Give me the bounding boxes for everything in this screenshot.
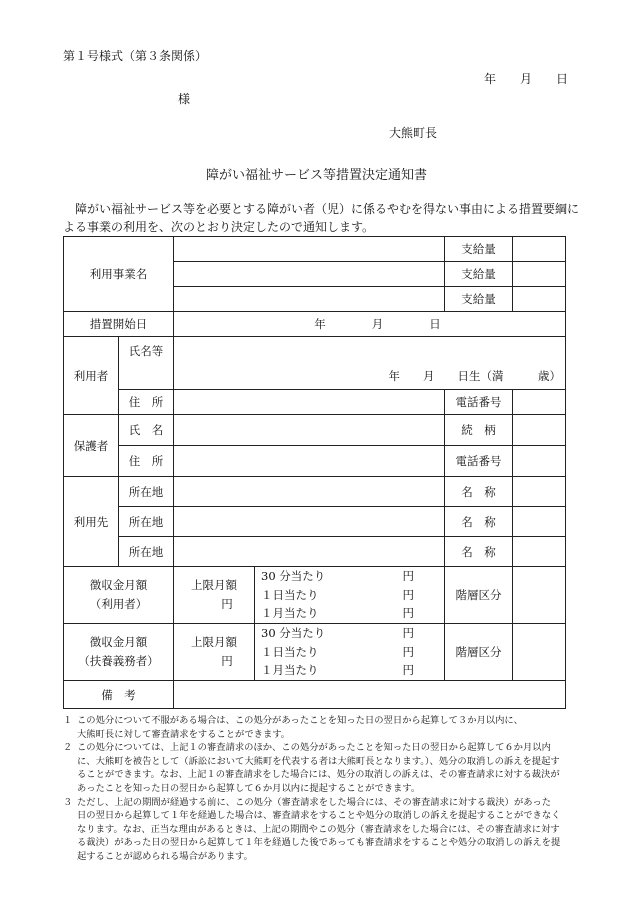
note-3-line-4: る裁決）があった日の翌日から起算して１年を経過した後であっても審査請求をすることや処分の取消しの訴えを提 bbox=[77, 837, 561, 849]
note-2-number: ２ bbox=[63, 742, 73, 754]
note-1 bbox=[61, 714, 567, 741]
fee-supporter-rates[interactable] bbox=[255, 624, 445, 681]
guardian-name-label: 氏 名 bbox=[119, 415, 174, 446]
supply-label-3: 支給量 bbox=[445, 287, 513, 312]
provider-location-label-1: 所在地 bbox=[119, 477, 174, 507]
supply-3-field[interactable] bbox=[513, 287, 566, 312]
note-2-line-4: あったことを知った日の翌日から起算して６か月以内に提起することができます。 bbox=[77, 782, 421, 794]
note-2-line-2: に、大熊町を被告として（訴訟において大熊町を代表する者は大熊町長となります。）、処分の取消しの訴えを提起す bbox=[77, 755, 560, 767]
fee-supporter-limit-label: 上限月額 bbox=[191, 635, 237, 649]
note-1-line-1: この処分について不服がある場合は、この処分があったことを知った日の翌日から起算して３か月以内に、 bbox=[77, 715, 523, 726]
note-2 bbox=[61, 741, 567, 795]
guardian-phone-label: 電話番号 bbox=[445, 446, 513, 477]
fee-user-yen-2: 円 bbox=[402, 587, 414, 602]
intro-line-1: 障がい福祉サービス等を必要とする障がい者（児）に係るやむを得ない事由による措置要綱に bbox=[75, 202, 580, 216]
guardian-address-label: 住 所 bbox=[119, 446, 174, 477]
note-2-line-1: この処分については、上記１の審査請求のほか、この処分があったことを知った日の翌日から起算して６か月以内 bbox=[77, 742, 551, 754]
fee-supporter-per-day: １日当たり bbox=[261, 644, 319, 659]
intro-line-2: よる事業の利用を、次のとおり決定したので通知します。 bbox=[63, 220, 375, 234]
user-name-label: 氏名等 bbox=[119, 337, 174, 390]
fee-supporter-yen-2: 円 bbox=[402, 644, 414, 659]
service-name-label: 利用事業名 bbox=[64, 237, 174, 312]
provider-name-1-field[interactable] bbox=[513, 477, 566, 507]
supply-label-2: 支給量 bbox=[445, 262, 513, 287]
provider-name-3-field[interactable] bbox=[513, 537, 566, 567]
guardian-name-field[interactable] bbox=[174, 415, 445, 446]
fee-user-limit-label: 上限月額 bbox=[191, 578, 237, 592]
fee-user-label-line-1: 徴収金月額 bbox=[89, 578, 148, 592]
remarks-label: 備 考 bbox=[64, 681, 174, 709]
note-3-line-3: なります。なお、正当な理由があるときは、上記の期間やこの処分（審査請求をした場合には、その審査請求に対す bbox=[77, 823, 560, 835]
fee-user-per-month: １月当たり bbox=[261, 606, 319, 621]
fee-user-limit[interactable] bbox=[174, 567, 255, 624]
form-number: 第１号様式（第３条関係） bbox=[63, 49, 208, 63]
guardian-phone-field[interactable] bbox=[513, 446, 566, 477]
provider-location-2-field[interactable] bbox=[174, 507, 445, 537]
fee-supporter-tier-field[interactable] bbox=[513, 624, 566, 681]
note-1-line-2: 大熊町長に対して審査請求をすることができます。 bbox=[77, 728, 291, 740]
notes bbox=[61, 714, 567, 864]
fee-user-limit-yen: 円 bbox=[221, 597, 233, 611]
remarks-field[interactable] bbox=[174, 681, 566, 709]
provider-location-3-field[interactable] bbox=[174, 537, 445, 567]
note-2-line-3: ることができます。なお、上記１の審査請求をした場合には、処分の取消しの訴えは、その審査請求に対する裁決が bbox=[77, 769, 560, 781]
fee-user-rates[interactable] bbox=[255, 567, 445, 624]
user-label: 利用者 bbox=[64, 337, 119, 415]
fee-user-label-line-2: （利用者） bbox=[89, 597, 148, 611]
supply-1-field[interactable] bbox=[513, 237, 566, 262]
fee-user-per-30min: 30 分当たり bbox=[261, 569, 326, 584]
guardian-label: 保護者 bbox=[64, 415, 119, 477]
provider-name-label-3: 名 称 bbox=[445, 537, 513, 567]
fee-supporter-tier-label: 階層区分 bbox=[445, 624, 513, 681]
user-address-label: 住 所 bbox=[119, 390, 174, 415]
relation-field[interactable] bbox=[513, 415, 566, 446]
fee-supporter-per-month: １月当たり bbox=[261, 663, 319, 678]
note-3-line-2: 日の翌日から起算して１年を経過した場合は、審査請求をすることや処分の取消しの訴えを提起することができなく bbox=[77, 810, 561, 822]
addressee-suffix: 様 bbox=[178, 92, 191, 106]
user-address-field[interactable] bbox=[174, 390, 445, 415]
note-3 bbox=[61, 796, 567, 864]
fee-user-yen-3: 円 bbox=[402, 606, 414, 621]
start-date-label: 措置開始日 bbox=[64, 312, 174, 337]
supply-2-field[interactable] bbox=[513, 262, 566, 287]
fee-user-per-day: １日当たり bbox=[261, 587, 319, 602]
user-name-field[interactable] bbox=[174, 337, 566, 390]
user-phone-field[interactable] bbox=[513, 390, 566, 415]
start-date-field[interactable]: 年 月 日 bbox=[174, 312, 566, 337]
intro-text bbox=[63, 200, 579, 236]
fee-supporter-limit[interactable] bbox=[174, 624, 255, 681]
document-title: 障がい福祉サービス等措置決定通知書 bbox=[206, 168, 428, 183]
note-3-line-5: 起することが認められる場合があります。 bbox=[77, 850, 253, 862]
fee-supporter-yen-3: 円 bbox=[402, 663, 414, 678]
fee-user-tier-label: 階層区分 bbox=[445, 567, 513, 624]
service-name-2-field[interactable] bbox=[174, 262, 445, 287]
provider-location-label-2: 所在地 bbox=[119, 507, 174, 537]
note-3-line-1: ただし、上記の期間が経過する前に、この処分（審査請求をした場合には、その審査請求に対する裁決）があった bbox=[77, 796, 552, 808]
birth-date-line: 年 月 日生（満 歳） bbox=[388, 369, 561, 383]
fee-supporter-limit-yen: 円 bbox=[221, 654, 233, 668]
provider-location-1-field[interactable] bbox=[174, 477, 445, 507]
provider-location-label-3: 所在地 bbox=[119, 537, 174, 567]
fee-user-tier-field[interactable] bbox=[513, 567, 566, 624]
provider-name-label-2: 名 称 bbox=[445, 507, 513, 537]
service-name-3-field[interactable] bbox=[174, 287, 445, 312]
fee-supporter-label-line-2: （扶養義務者） bbox=[78, 654, 159, 668]
provider-name-label-1: 名 称 bbox=[445, 477, 513, 507]
fee-supporter-per-30min: 30 分当たり bbox=[261, 626, 326, 641]
fee-supporter-yen-1: 円 bbox=[402, 626, 414, 641]
fee-supporter-label-line-1: 徴収金月額 bbox=[89, 635, 148, 649]
supply-label-1: 支給量 bbox=[445, 237, 513, 262]
user-phone-label: 電話番号 bbox=[445, 390, 513, 415]
fee-supporter-label bbox=[64, 624, 174, 681]
provider-label: 利用先 bbox=[64, 477, 119, 567]
relation-label: 続 柄 bbox=[445, 415, 513, 446]
decision-form-table bbox=[63, 236, 566, 709]
guardian-address-field[interactable] bbox=[174, 446, 445, 477]
fee-user-label bbox=[64, 567, 174, 624]
service-name-1-field[interactable] bbox=[174, 237, 445, 262]
issuer: 大熊町長 bbox=[389, 126, 438, 140]
note-3-number: ３ bbox=[63, 796, 73, 808]
date-line: 年 月 日 bbox=[484, 72, 569, 86]
provider-name-2-field[interactable] bbox=[513, 507, 566, 537]
note-1-number: １ bbox=[63, 715, 73, 726]
fee-user-yen-1: 円 bbox=[402, 569, 414, 584]
